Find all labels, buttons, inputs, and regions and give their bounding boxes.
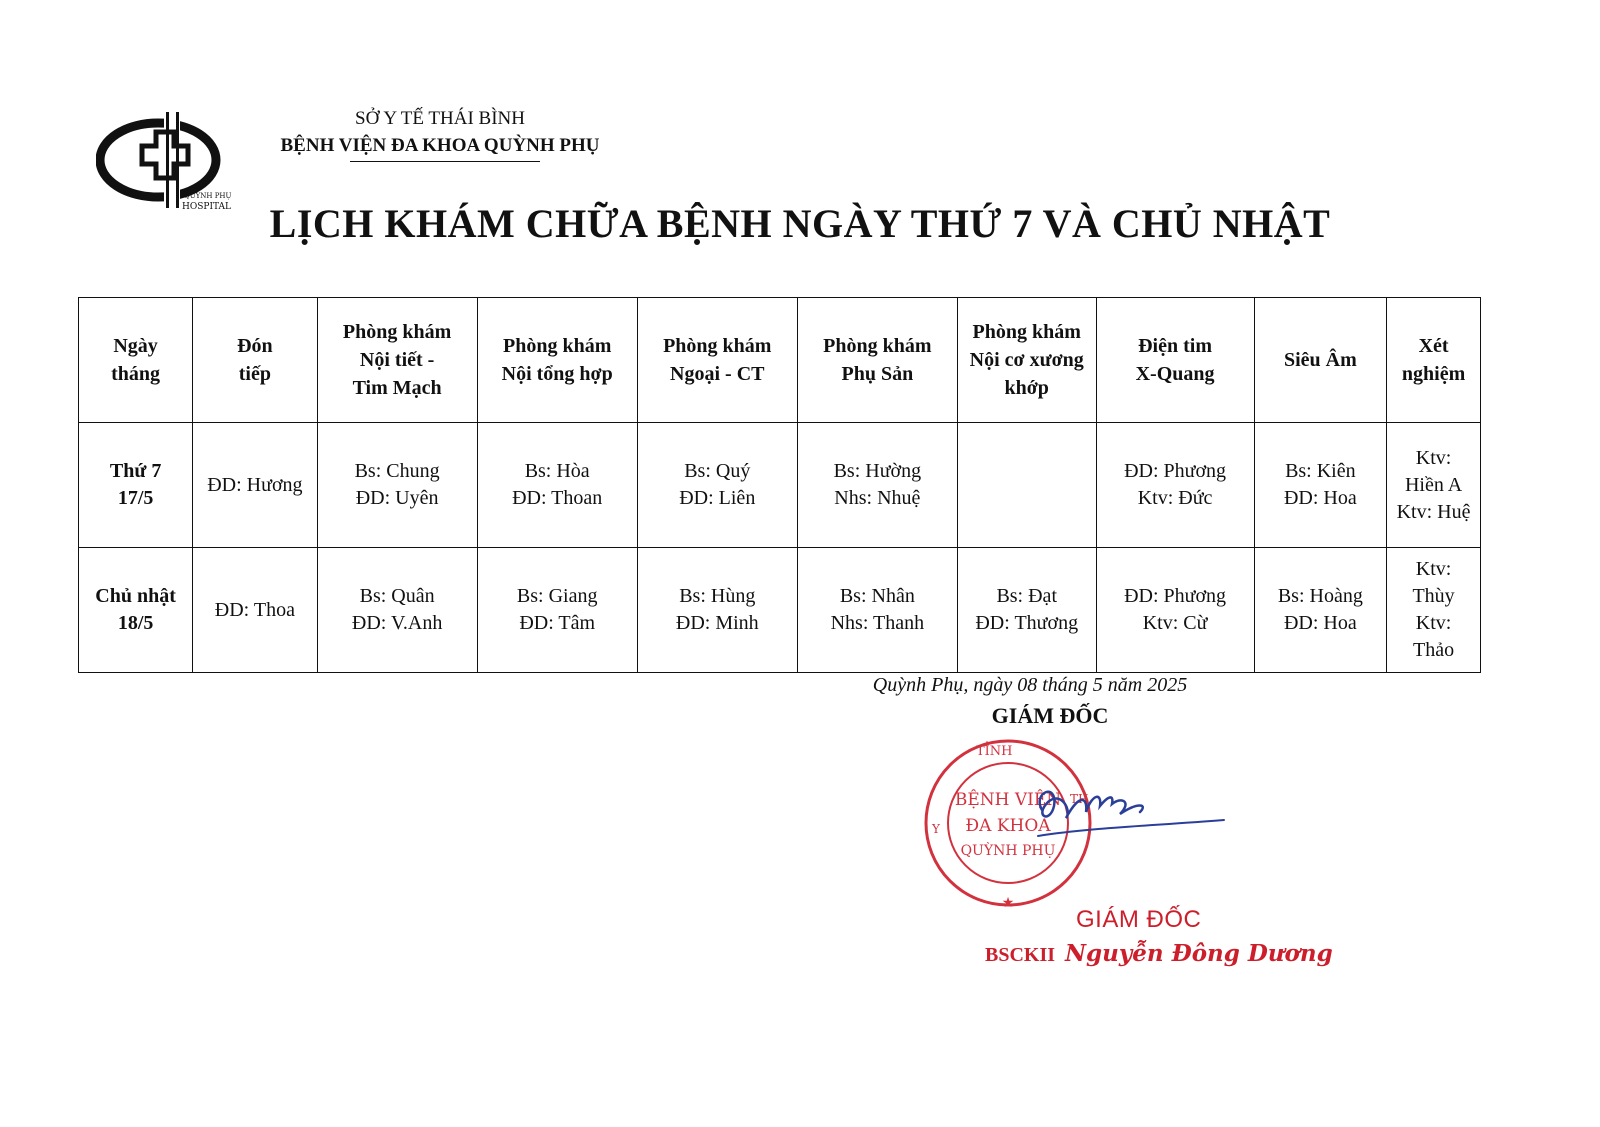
cell-line: Ngoại - CT bbox=[670, 363, 765, 385]
column-header-musculoskeletal bbox=[957, 298, 1096, 423]
signer-degree: BSCKII bbox=[985, 944, 1056, 966]
column-header-ultrasound bbox=[1254, 298, 1387, 423]
cell-line: ĐD: Liên bbox=[679, 487, 756, 509]
cell-line: Siêu Âm bbox=[1283, 349, 1357, 371]
cell-line: Ktv: Cừ bbox=[1142, 612, 1208, 634]
cell-line: Bs: Hoàng bbox=[1277, 585, 1363, 607]
cell-line: Bs: Kiên bbox=[1285, 460, 1356, 482]
cell-line: Ktv: bbox=[1415, 558, 1452, 580]
signer-name: Nguyễn Đông Dương bbox=[1065, 940, 1333, 967]
table-row bbox=[79, 548, 1481, 673]
agency-name: SỞ Y TẾ THÁI BÌNH bbox=[355, 108, 525, 129]
cell-endocrine-cardio bbox=[317, 548, 477, 673]
cell-line: Bs: Chung bbox=[354, 460, 440, 482]
cell-line: Phòng khám bbox=[823, 335, 932, 357]
cell-line: Thứ 7 bbox=[109, 460, 162, 482]
signer-block bbox=[985, 940, 1333, 967]
cell-obstetrics bbox=[797, 423, 957, 548]
cell-line: Phòng khám bbox=[503, 335, 612, 357]
cell-line: Đón bbox=[237, 335, 273, 357]
svg-text:TỈNH: TỈNH bbox=[976, 744, 1013, 759]
director-signature bbox=[1028, 772, 1228, 862]
cell-line: ĐD: Uyên bbox=[355, 487, 439, 509]
cell-line: X-Quang bbox=[1135, 363, 1215, 385]
svg-text:TH: TH bbox=[1070, 792, 1089, 806]
svg-text:QUỲNH PHỤ: QUỲNH PHỤ bbox=[960, 843, 1056, 859]
cell-line: Bs: Hòa bbox=[524, 460, 590, 482]
column-header-surgery bbox=[637, 298, 797, 423]
cell-reception bbox=[193, 548, 317, 673]
column-header-date bbox=[79, 298, 193, 423]
cell-line: ĐD: Minh bbox=[675, 612, 759, 634]
cell-line: Ngày bbox=[113, 335, 158, 357]
cell-line: ĐD: Thoa bbox=[214, 598, 295, 621]
cell-line: Nội tiết - bbox=[359, 349, 435, 371]
cell-surgery bbox=[637, 548, 797, 673]
cell-line: Bs: Quý bbox=[684, 460, 751, 482]
cell-line: ĐD: Phương bbox=[1124, 460, 1227, 482]
cell-line: 18/5 bbox=[117, 612, 154, 634]
cell-line: Ktv: Huệ bbox=[1396, 500, 1471, 523]
cell-line: ĐD: Phương bbox=[1124, 585, 1227, 607]
svg-text:Y: Y bbox=[932, 822, 940, 836]
page-title: LỊCH KHÁM CHỮA BỆNH NGÀY THỨ 7 VÀ CHỦ NHẬT bbox=[269, 201, 1331, 246]
date-cell bbox=[79, 423, 193, 548]
cell-line: tiếp bbox=[238, 363, 271, 385]
cell-line: Bs: Nhân bbox=[839, 585, 915, 607]
cell-line: Ktv: bbox=[1415, 446, 1452, 469]
svg-text:★: ★ bbox=[1001, 896, 1015, 911]
cell-general-internal bbox=[477, 423, 637, 548]
cell-line: Thảo bbox=[1413, 639, 1455, 661]
cell-line: Phòng khám bbox=[972, 321, 1081, 343]
cell-musculoskeletal bbox=[957, 548, 1096, 673]
cell-line: 17/5 bbox=[117, 487, 154, 509]
cell-line: tháng bbox=[111, 363, 161, 385]
cell-line: Ktv: bbox=[1415, 612, 1452, 634]
hospital-name: BỆNH VIỆN ĐA KHOA QUỲNH PHỤ bbox=[280, 135, 600, 156]
director-title: GIÁM ĐỐC bbox=[991, 703, 1109, 728]
cell-line: ĐD: Hoa bbox=[1283, 487, 1357, 509]
svg-text:BỆNH VIỆN: BỆNH VIỆN bbox=[954, 790, 1062, 810]
place-date: Quỳnh Phụ, ngày 08 tháng 5 năm 2025 bbox=[872, 674, 1188, 696]
svg-text:HOSPITAL: HOSPITAL bbox=[182, 202, 231, 212]
cell-line: Tim Mạch bbox=[352, 377, 442, 399]
cell-line: ĐD: Hương bbox=[207, 473, 303, 496]
cell-general-internal bbox=[477, 548, 637, 673]
cell-ecg-xray bbox=[1096, 423, 1254, 548]
cell-obstetrics bbox=[797, 548, 957, 673]
column-header-lab-test bbox=[1387, 298, 1481, 423]
cell-line: Bs: Hường bbox=[833, 460, 922, 482]
svg-text:QUỲNH PHỤ: QUỲNH PHỤ bbox=[184, 192, 232, 200]
cell-line: Nội tổng hợp bbox=[501, 363, 613, 385]
header-row bbox=[79, 298, 1481, 423]
column-header-general-internal bbox=[477, 298, 637, 423]
cell-line: Ktv: Đức bbox=[1137, 487, 1213, 509]
cell-line: Bs: Hùng bbox=[679, 585, 756, 607]
cell-line: Chủ nhật bbox=[95, 585, 176, 607]
cell-line: Điện tim bbox=[1138, 335, 1212, 357]
cell-line: Bs: Quân bbox=[359, 585, 435, 607]
column-header-reception bbox=[193, 298, 317, 423]
date-cell bbox=[79, 548, 193, 673]
column-header-obstetrics bbox=[797, 298, 957, 423]
cell-endocrine-cardio bbox=[317, 423, 477, 548]
signature-icon bbox=[1028, 772, 1228, 862]
column-header-endocrine-cardio bbox=[317, 298, 477, 423]
cell-line: Bs: Giang bbox=[516, 585, 598, 607]
cell-line: Xét bbox=[1418, 335, 1449, 357]
cell-line: Bs: Đạt bbox=[996, 585, 1057, 607]
cell-ultrasound bbox=[1254, 548, 1387, 673]
cell-line: ĐD: Thoan bbox=[512, 487, 603, 509]
column-header-ecg-xray bbox=[1096, 298, 1254, 423]
cell-line: Phụ Sản bbox=[841, 363, 914, 385]
cell-line: Hiền A bbox=[1404, 473, 1463, 496]
cell-line: Nội cơ xương bbox=[969, 349, 1084, 371]
cell-line: ĐD: Thương bbox=[975, 612, 1079, 634]
cell-line: Phòng khám bbox=[342, 321, 452, 343]
stamp-title: GIÁM ĐỐC bbox=[1076, 906, 1202, 933]
cell-line: ĐD: V.Anh bbox=[351, 612, 443, 634]
table-row bbox=[79, 423, 1481, 548]
cell-line: nghiệm bbox=[1401, 363, 1466, 385]
cell-line: ĐD: Tâm bbox=[519, 612, 596, 634]
cell-line: khớp bbox=[1004, 377, 1049, 399]
cell-lab-test bbox=[1387, 423, 1481, 548]
cell-lab-test bbox=[1387, 548, 1481, 673]
cell-line: Nhs: Thanh bbox=[830, 612, 925, 634]
cell-line: ĐD: Hoa bbox=[1283, 612, 1357, 634]
svg-text:ĐA KHOA: ĐA KHOA bbox=[965, 816, 1051, 836]
cell-line: Thùy bbox=[1412, 585, 1455, 607]
cell-reception bbox=[193, 423, 317, 548]
cell-line: Phòng khám bbox=[663, 335, 772, 357]
schedule-table bbox=[78, 297, 1481, 673]
cell-ecg-xray bbox=[1096, 548, 1254, 673]
cell-line: Nhs: Nhuệ bbox=[834, 487, 921, 509]
cell-musculoskeletal bbox=[957, 423, 1096, 548]
cell-ultrasound bbox=[1254, 423, 1387, 548]
header-underline bbox=[350, 161, 540, 162]
cell-surgery bbox=[637, 423, 797, 548]
